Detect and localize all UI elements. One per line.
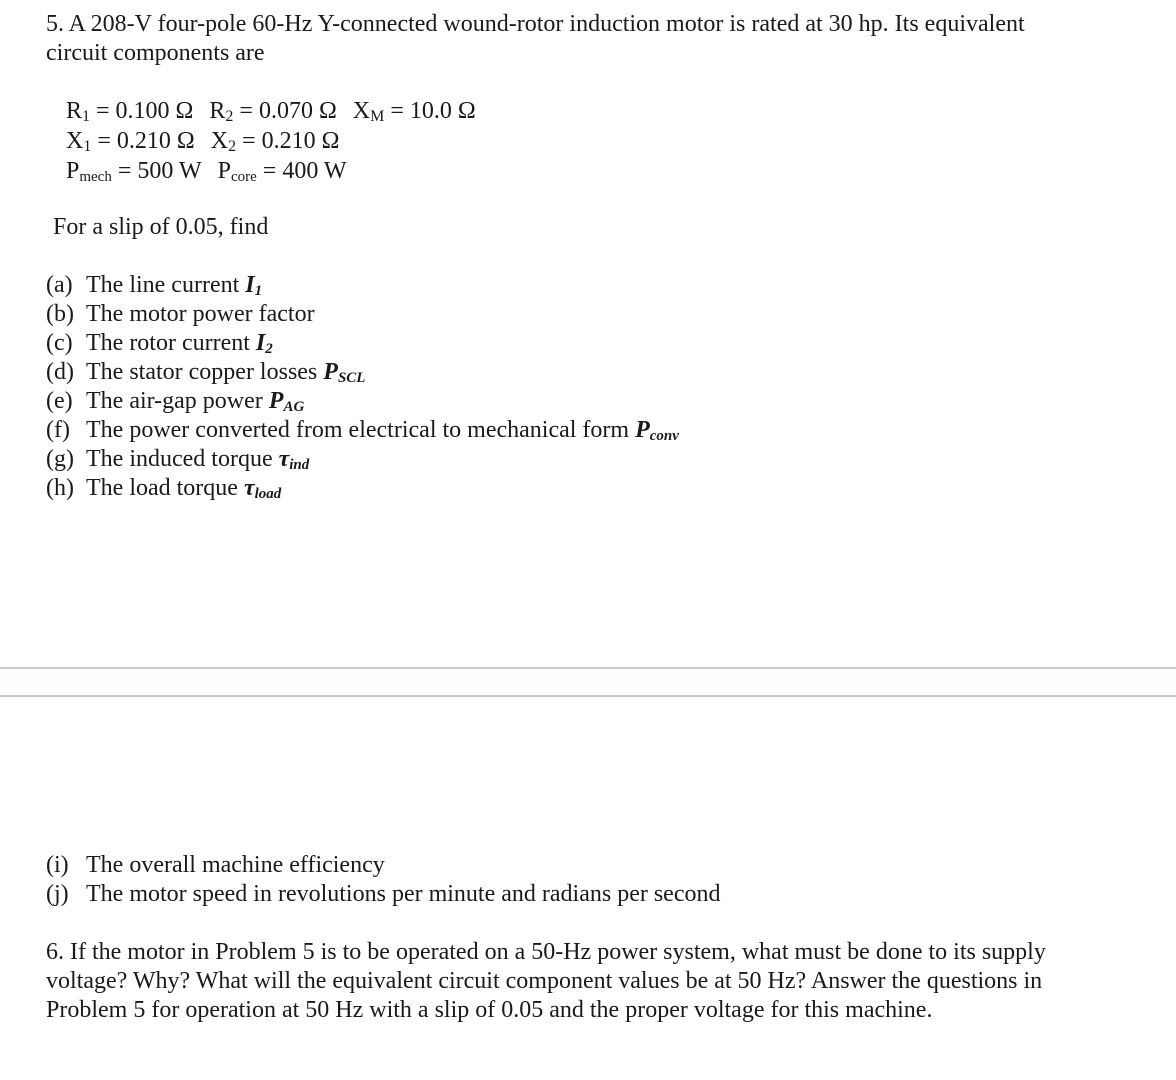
question-item: (g) The induced torque $\tau_{ind}$ (46, 446, 310, 473)
question-item: (i) The overall machine efficiency (46, 852, 385, 878)
param-pmech: $P_{mech} = 500$ W (66, 158, 202, 185)
page-divider (0, 667, 1176, 697)
question-item: (a) The line current $I_1$ (46, 272, 263, 299)
equivalent-circuit-parameters (66, 96, 476, 186)
question-item: (j) The motor speed in revolutions per minute and radians per second (46, 881, 721, 907)
param-row-2 (66, 126, 476, 156)
param-row-1 (66, 96, 476, 126)
param-pcore: $P_{core} = 400$ W (217, 158, 347, 185)
param-r2: $R_2 = 0.070$ Ω (209, 98, 337, 125)
param-r1: $R_1 = 0.100$ Ω (66, 98, 194, 125)
problem-6-text: 6. If the motor in Problem 5 is to be operated on a 50-Hz power system, what must be done to its supply voltage? Why? What will the equivalent circuit component values be at 50 Hz? Answer the questions in Problem 5 for operation at 50 Hz with a slip of 0.05 and the proper voltage for this machine. (46, 939, 1046, 1023)
question-list-part-2 (46, 851, 721, 909)
slip-instruction: For a slip of 0.05, find (53, 214, 269, 240)
question-item: (e) The air-gap power $P_{AG}$ (46, 388, 305, 415)
question-list-part-1 (46, 271, 679, 503)
question-item: (d) The stator copper losses $P_{SCL}$ (46, 359, 366, 386)
problem-5-intro: 5. A 208-V four-pole 60-Hz Y-connected wound-rotor induction motor is rated at 30 hp. Its equivalent circuit components are (46, 11, 1025, 66)
question-item: (c) The rotor current $I_2$ (46, 330, 273, 357)
param-x2: $X_2 = 0.210$ Ω (210, 128, 340, 155)
param-row-3 (66, 156, 476, 186)
question-item: (h) The load torque $\tau_{load}$ (46, 475, 282, 502)
param-x1: $X_1 = 0.210$ Ω (66, 128, 195, 155)
question-item: (b) The motor power factor (46, 301, 315, 327)
question-item: (f) The power converted from electrical to mechanical form $P_{conv}$ (46, 417, 679, 444)
param-xm: $X_M = 10.0$ Ω (352, 98, 476, 125)
